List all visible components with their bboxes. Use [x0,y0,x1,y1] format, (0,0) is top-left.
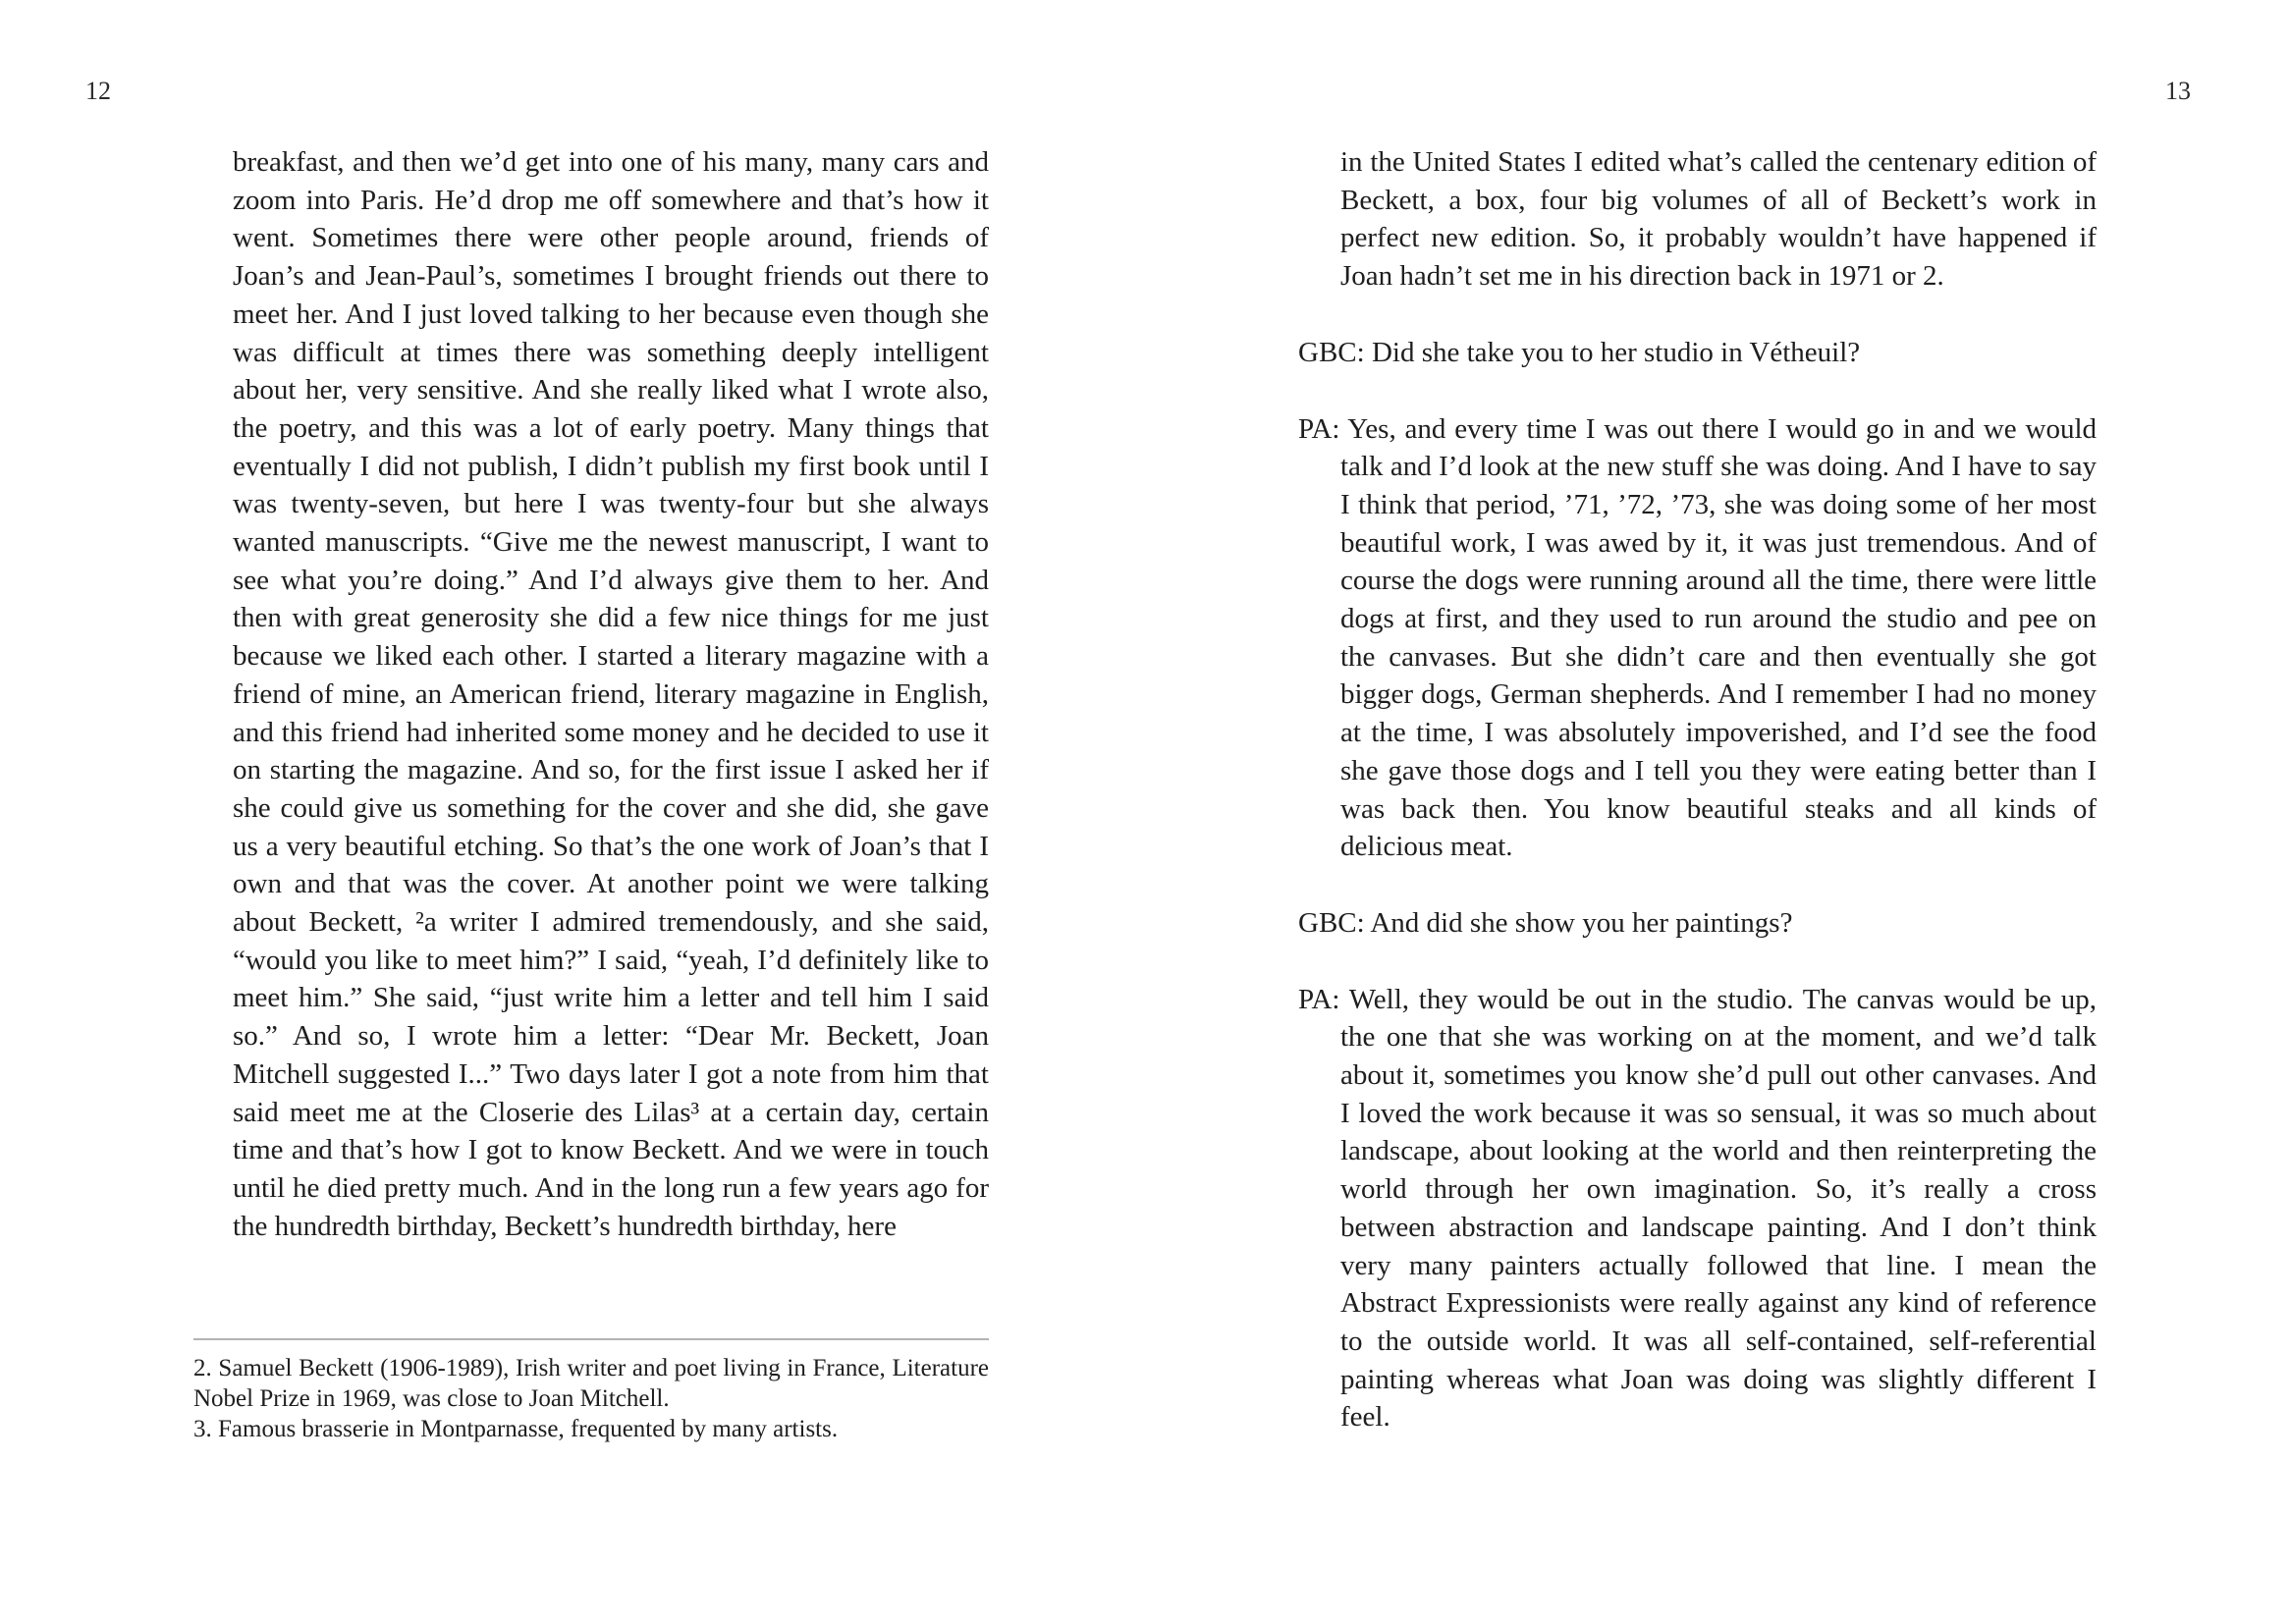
question-paragraph [1298,334,2097,372]
speaker-label-gbc: GBC: [1298,336,1365,368]
speaker-label-gbc: GBC: [1298,906,1365,939]
paragraph-text: Yes, and every time I was out there I would go in and we would talk and I’d look at the new stuff she was doing. And I have to say I think that period, ’71, ’72, ’73, she was doing some of her most beautiful work, I was awed by it, it was just tremendous. And of course the dogs were running around all the time, there were little dogs at first, and they used to run around the studio and pee on the canvases. But she didn’t care and then eventually she got bigger dogs, German shepherds. And I remember I had no money at the time, I was absolutely impoverished, and I’d see the food she gave those dogs and I tell you they were eating better than I was back then. You know beautiful steaks and all kinds of delicious meat. [1340,412,2097,863]
page-number-right: 13 [2165,77,2191,105]
answer-paragraph [1298,410,2097,866]
footnotes-section [193,1338,989,1444]
answer-paragraph [1298,981,2097,1436]
footnote-2: 2. Samuel Beckett (1906-1989), Irish writer and poet living in France, Literature Nobel Prize in 1969, was close to Joan Mitchell. [193,1355,989,1412]
page-right [1298,143,2097,1436]
left-page-body-text: breakfast, and then we’d get into one of his many, many cars and zoom into Paris. He’d drop me off somewhere and that’s how it went. Sometimes there were other people around, friends of Joan’s and Jean-Paul’s, sometimes I brought friends out there to meet her. And I just loved talking to her because even though she was difficult at times there was something deeply intelligent about her, very sensitive. And she really liked what I wrote also, the poetry, and this was a lot of early poetry. Many things that eventually I did not publish, I didn’t publish my first book until I was twenty-seven, but here I was twenty-four but she always wanted manuscripts. “Give me the newest manuscript, I want to see what you’re doing.” And I’d always give them to her. And then with great generosity she did a few nice things for me just because we liked each other. I started a literary magazine with a friend of mine, an American friend, literary magazine in English, and this friend had inherited some money and he decided to use it on starting the magazine. And so, for the first issue I asked her if she could give us something for the cover and she did, she gave us a very beautiful etching. So that’s the one work of Joan’s that I own and that was the cover. At another point we were talking about Beckett, ²a writer I admired tremendously, and she said, “would you like to meet him?” I said, “yeah, I’d definitely like to meet him.” She said, “just write him a letter and tell him I said so.” And so, I wrote him a letter: “Dear Mr. Beckett, Joan Mitchell suggested I...” Two days later I got a note from him that said meet me at the Closerie des Lilas³ at a certain day, certain time and that’s how I got to know Beckett. And we were in touch until he died pretty much. And in the long run a few years ago for the hundredth birthday, Beckett’s hundredth birthday, here [233,146,989,1242]
paragraph-text: Well, they would be out in the studio. The canvas would be up, the one that she was working on at the moment, and we’d talk about it, sometimes you know she’d pull out other canvases. And I loved the work because it was so sensual, it was so much about landscape, about looking at the world and then reinterpreting the world through her own imagination. So, it’s really a cross between abstraction and landscape painting. And I don’t think very many painters actually followed that line. I mean the Abstract Expressionists were really against any kind of reference to the outside world. It was all self-contained, self-referential painting whereas what Joan was doing was slightly different I feel. [1340,983,2097,1434]
paragraph-text: in the United States I edited what’s called the centenary edition of Beckett, a box, four big volumes of all of Beckett’s work in perfect new edition. So, it probably wouldn’t have happened if Joan hadn’t set me in his direction back in 1971 or 2. [1340,146,2097,293]
paragraph-text: And did she show you her paintings? [1370,906,1793,939]
paragraph-text: Did she take you to her studio in Vétheuil? [1371,336,1861,368]
page-number-left: 12 [85,77,111,105]
page-left [193,143,989,1245]
speaker-label-pa: PA: [1298,983,1340,1015]
answer-continuation-paragraph [1298,143,2097,296]
speaker-label-pa: PA: [1298,412,1340,445]
footnote-3: 3. Famous brasserie in Montparnasse, frequented by many artists. [193,1416,839,1442]
question-paragraph [1298,904,2097,943]
